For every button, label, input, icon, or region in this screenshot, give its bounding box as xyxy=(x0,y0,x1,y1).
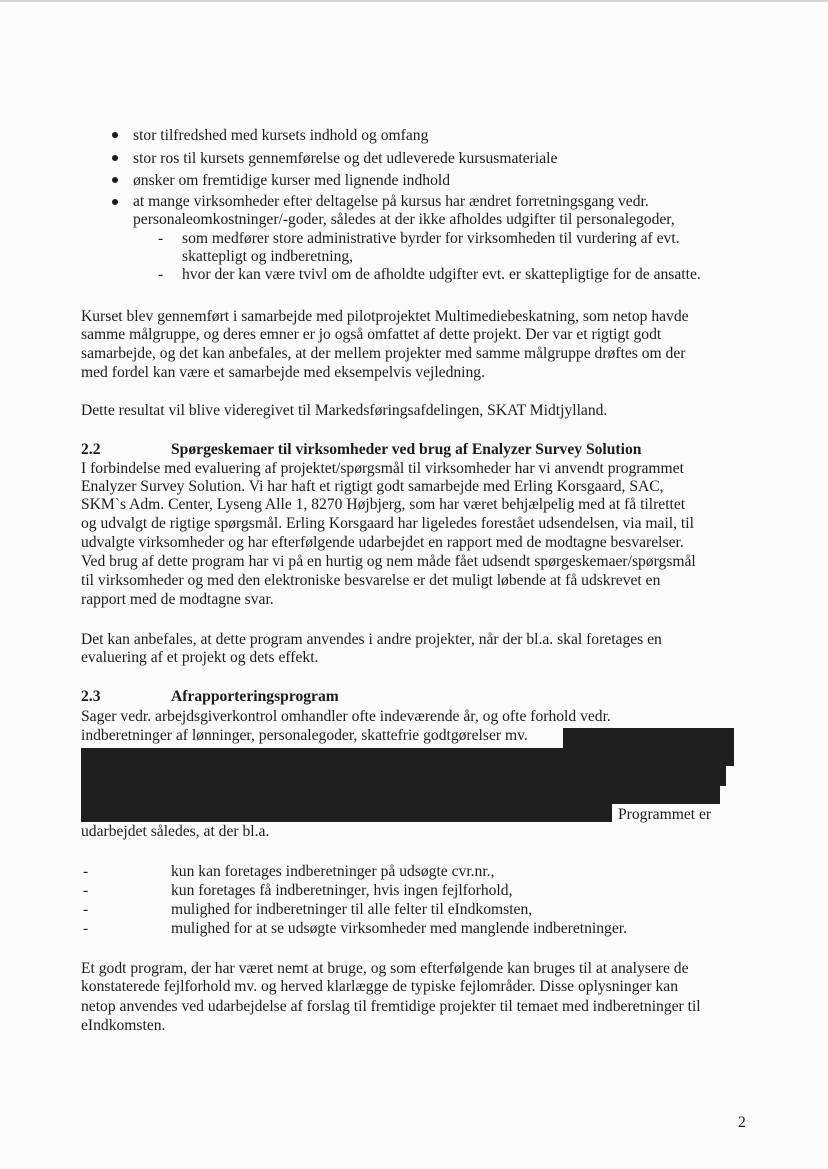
list-item: mulighed for at se udsøgte virksomheder med manglende indberetninger. xyxy=(171,920,627,937)
paragraph-line: Det kan anbefales, at dette program anvendes i andre projekter, når der bl.a. skal foretages en xyxy=(81,631,662,648)
list-dash: - xyxy=(83,863,89,880)
bullet-item-continuation: personaleomkostninger/-goder, således at der ikke afholdes udgifter til personalegoder, xyxy=(133,211,675,228)
list-item: kun foretages få indberetninger, hvis ingen fejlforhold, xyxy=(171,882,513,899)
paragraph-line: evaluering af et projekt og dets effekt. xyxy=(81,649,319,666)
sub-bullet-item: hvor der kan være tvivl om de afholdte udgifter evt. er skattepligtige for de ansatte. xyxy=(182,266,701,283)
bullet-item: stor ros til kursets gennemførelse og det udleverede kursusmateriale xyxy=(133,150,558,167)
paragraph-line: netop anvendes ved udarbejdelse af forslag til fremtidige projekter til temaet med indberetninger til xyxy=(81,998,701,1015)
sub-bullet-item: som medfører store administrative byrder for virksomheden til vurdering af evt. xyxy=(182,230,680,247)
paragraph-line: rapport med de modtagne svar. xyxy=(81,591,274,608)
section-number: 2.3 xyxy=(81,688,101,705)
bullet-dot xyxy=(112,199,118,205)
paragraph-line: Ved brug af dette program har vi på en hurtig og nem måde fået udsendt spørgeskemaer/spørgsmål xyxy=(81,553,696,570)
sub-bullet-dash: - xyxy=(158,266,164,283)
bullet-item: stor tilfredshed med kursets indhold og omfang xyxy=(133,127,429,144)
paragraph-line: og udvalgt de rigtige spørgsmål. Erling Korsgaard har ligeledes forestået udsendelsen, via mail, til xyxy=(81,515,694,532)
list-dash: - xyxy=(83,920,89,937)
redaction-block xyxy=(563,728,734,748)
paragraph-line: til virksomheder og med den elektroniske besvarelse er det muligt løbende at få udskrevet en xyxy=(81,572,661,589)
list-dash: - xyxy=(83,882,89,899)
bullet-item: ønsker om fremtidige kurser med lignende indhold xyxy=(133,172,450,189)
list-item: mulighed for indberetninger til alle felter til eIndkomsten, xyxy=(171,901,533,918)
paragraph-line: SKM`s Adm. Center, Lyseng Alle 1, 8270 Højbjerg, som har været behjælpelig med at få tilrettet xyxy=(81,496,686,513)
list-item: kun kan foretages indberetninger på udsøgte cvr.nr., xyxy=(171,863,495,880)
paragraph-line: Enalyzer Survey Solution. Vi har haft et rigtigt godt samarbejde med Erling Korsgaard, SAC, xyxy=(81,478,664,495)
bullet-item: at mange virksomheder efter deltagelse på kursus har ændret forretningsgang vedr. xyxy=(133,193,649,210)
list-dash: - xyxy=(83,901,89,918)
top-edge-line xyxy=(0,0,828,2)
paragraph-line: udarbejdet således, at der bl.a. xyxy=(81,823,270,840)
redaction-block xyxy=(81,766,726,786)
paragraph-line: Sager vedr. arbejdsgiverkontrol omhandler ofte indeværende år, og ofte forhold vedr. xyxy=(81,708,611,725)
paragraph-line: samme målgruppe, og deres emner er jo også omfattet af dette projekt. Der var et rigtigt godt xyxy=(81,326,662,343)
paragraph-line: udvalgte virksomheder og har efterfølgende udarbejdet en rapport med de modtagne besvarelser. xyxy=(81,534,684,551)
paragraph-fragment: Programmet er xyxy=(618,806,712,823)
paragraph-line: Kurset blev gennemført i samarbejde med pilotprojektet Multimediebeskatning, som netop havde xyxy=(81,308,689,325)
section-title: Spørgeskemaer til virksomheder ved brug af Enalyzer Survey Solution xyxy=(171,441,642,458)
section-number: 2.2 xyxy=(81,441,101,458)
sub-bullet-continuation: skattepligt og indberetning, xyxy=(182,248,354,265)
paragraph-line: Dette resultat vil blive videregivet til Markedsføringsafdelingen, SKAT Midtjylland. xyxy=(81,402,608,419)
redaction-block xyxy=(81,786,720,804)
redaction-block xyxy=(81,748,734,766)
paragraph-line: samarbejde, og det kan anbefales, at der mellem projekter med samme målgruppe drøftes om der xyxy=(81,345,686,362)
bullet-dot xyxy=(112,177,118,183)
paragraph-line: eIndkomsten. xyxy=(81,1017,166,1034)
paragraph-line: indberetninger af lønninger, personalegoder, skattefrie godtgørelser mv. xyxy=(81,727,528,744)
paragraph-line: med fordel kan være et samarbejde med eksempelvis vejledning. xyxy=(81,364,486,381)
paragraph-line: I forbindelse med evaluering af projektet/spørgsmål til virksomheder har vi anvendt programmet xyxy=(81,460,684,477)
paragraph-line: konstaterede fejlforhold mv. og herved klarlægge de typiske fejlområder. Disse oplysninger kan xyxy=(81,978,679,995)
paragraph-line: Et godt program, der har været nemt at bruge, og som efterfølgende kan bruges til at analysere de xyxy=(81,960,689,977)
redaction-block xyxy=(81,804,612,822)
sub-bullet-dash: - xyxy=(158,230,164,247)
bullet-dot xyxy=(112,155,118,161)
bullet-dot xyxy=(112,132,118,138)
section-title: Afrapporteringsprogram xyxy=(171,688,339,705)
page-number: 2 xyxy=(738,1114,746,1131)
